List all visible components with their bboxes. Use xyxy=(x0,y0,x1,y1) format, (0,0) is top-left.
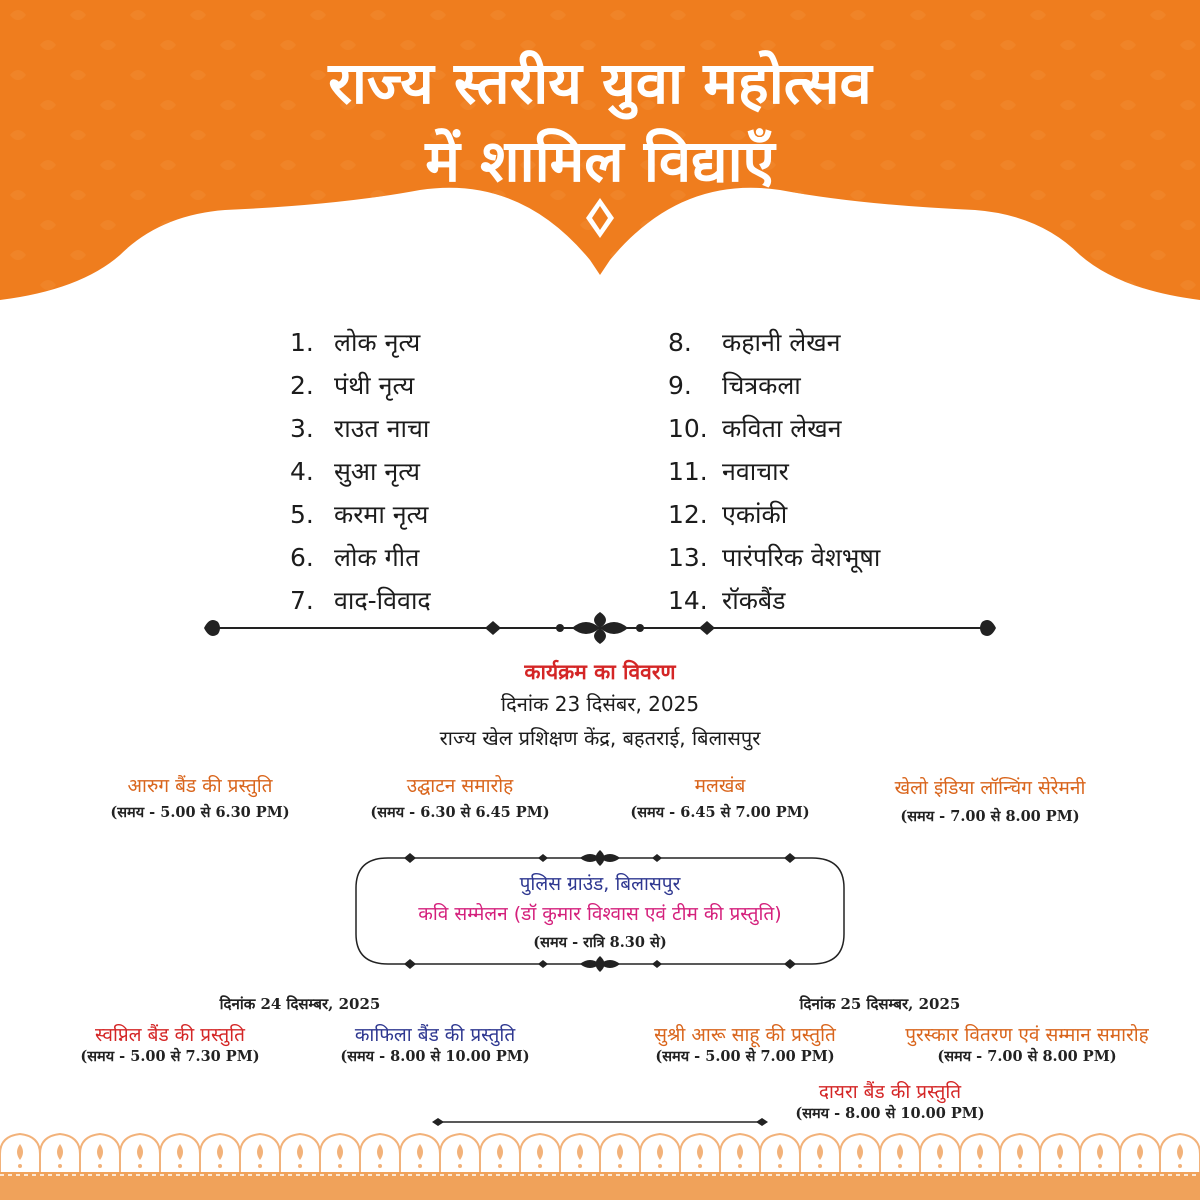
program-date: दिनांक 23 दिसंबर, 2025 xyxy=(500,692,700,716)
event-time: (समय - 7.00 से 8.00 PM) xyxy=(937,1048,1117,1065)
list-item: 3. राउत नाचा xyxy=(290,414,430,443)
program-heading: कार्यक्रम का विवरण xyxy=(524,660,676,684)
event-time: (समय - 6.30 से 6.45 PM) xyxy=(370,804,550,821)
event-time: (समय - 8.00 से 10.00 PM) xyxy=(795,1105,985,1122)
event-name: आरुग बैंड की प्रस्तुति xyxy=(127,775,273,797)
list-item: 1. लोक नृत्य xyxy=(290,328,421,357)
kavi-venue: पुलिस ग्राउंड, बिलासपुर xyxy=(519,873,681,895)
event-name: पुरस्कार वितरण एवं सम्मान समारोह xyxy=(905,1024,1149,1046)
day2-date: दिनांक 24 दिसम्बर, 2025 xyxy=(219,995,381,1013)
list-item: 8. कहानी लेखन xyxy=(668,328,841,357)
event-name: मलखंब xyxy=(694,775,746,797)
event-name: दायरा बैंड की प्रस्तुति xyxy=(818,1081,962,1103)
page-title-line1: राज्य स्तरीय युवा महोत्सव xyxy=(328,49,872,117)
event-time: (समय - 5.00 से 7.00 PM) xyxy=(655,1048,835,1065)
list-item: 5. करमा नृत्य xyxy=(290,500,429,529)
list-item: 4. सुआ नृत्य xyxy=(290,457,421,486)
bottom-divider xyxy=(430,1112,770,1132)
bottom-pattern-border xyxy=(0,1130,1200,1200)
event-name: खेलो इंडिया लॉन्चिंग सेरेमनी xyxy=(894,777,1086,799)
ornamental-divider xyxy=(200,608,1000,648)
day3-date: दिनांक 25 दिसम्बर, 2025 xyxy=(799,995,961,1013)
list-item: 12. एकांकी xyxy=(668,500,788,529)
list-item: 13. पारंपरिक वेशभूषा xyxy=(668,543,881,572)
list-item: 14. रॉकबैंड xyxy=(668,586,786,615)
program-venue: राज्य खेल प्रशिक्षण केंद्र, बहतराई, बिलासपुर xyxy=(439,726,761,750)
kavi-time: (समय - रात्रि 8.30 से) xyxy=(533,934,667,951)
list-item: 9. चित्रकला xyxy=(668,371,801,400)
event-time: (समय - 5.00 से 7.30 PM) xyxy=(80,1048,260,1065)
event-time: (समय - 8.00 से 10.00 PM) xyxy=(340,1048,530,1065)
kavi-title: कवि सम्मेलन (डॉ कुमार विश्वास एवं टीम की प्रस्तुति) xyxy=(418,903,782,925)
event-time: (समय - 6.45 से 7.00 PM) xyxy=(630,804,810,821)
event-name: उद्घाटन समारोह xyxy=(406,775,514,797)
list-item: 2. पंथी नृत्य xyxy=(290,371,415,400)
list-item: 10. कविता लेखन xyxy=(668,414,842,443)
list-item: 11. नवाचार xyxy=(668,457,789,486)
event-name: सुश्री आरू साहू की प्रस्तुति xyxy=(654,1024,836,1046)
page-title-line2: में शामिल विद्याएँ xyxy=(425,127,775,195)
event-name: काफिला बैंड की प्रस्तुति xyxy=(354,1024,516,1046)
event-name: स्वप्निल बैंड की प्रस्तुति xyxy=(95,1024,245,1046)
event-time: (समय - 5.00 से 6.30 PM) xyxy=(110,804,290,821)
list-item: 6. लोक गीत xyxy=(290,543,420,572)
event-time: (समय - 7.00 से 8.00 PM) xyxy=(900,808,1080,825)
list-item: 7. वाद-विवाद xyxy=(290,586,431,615)
